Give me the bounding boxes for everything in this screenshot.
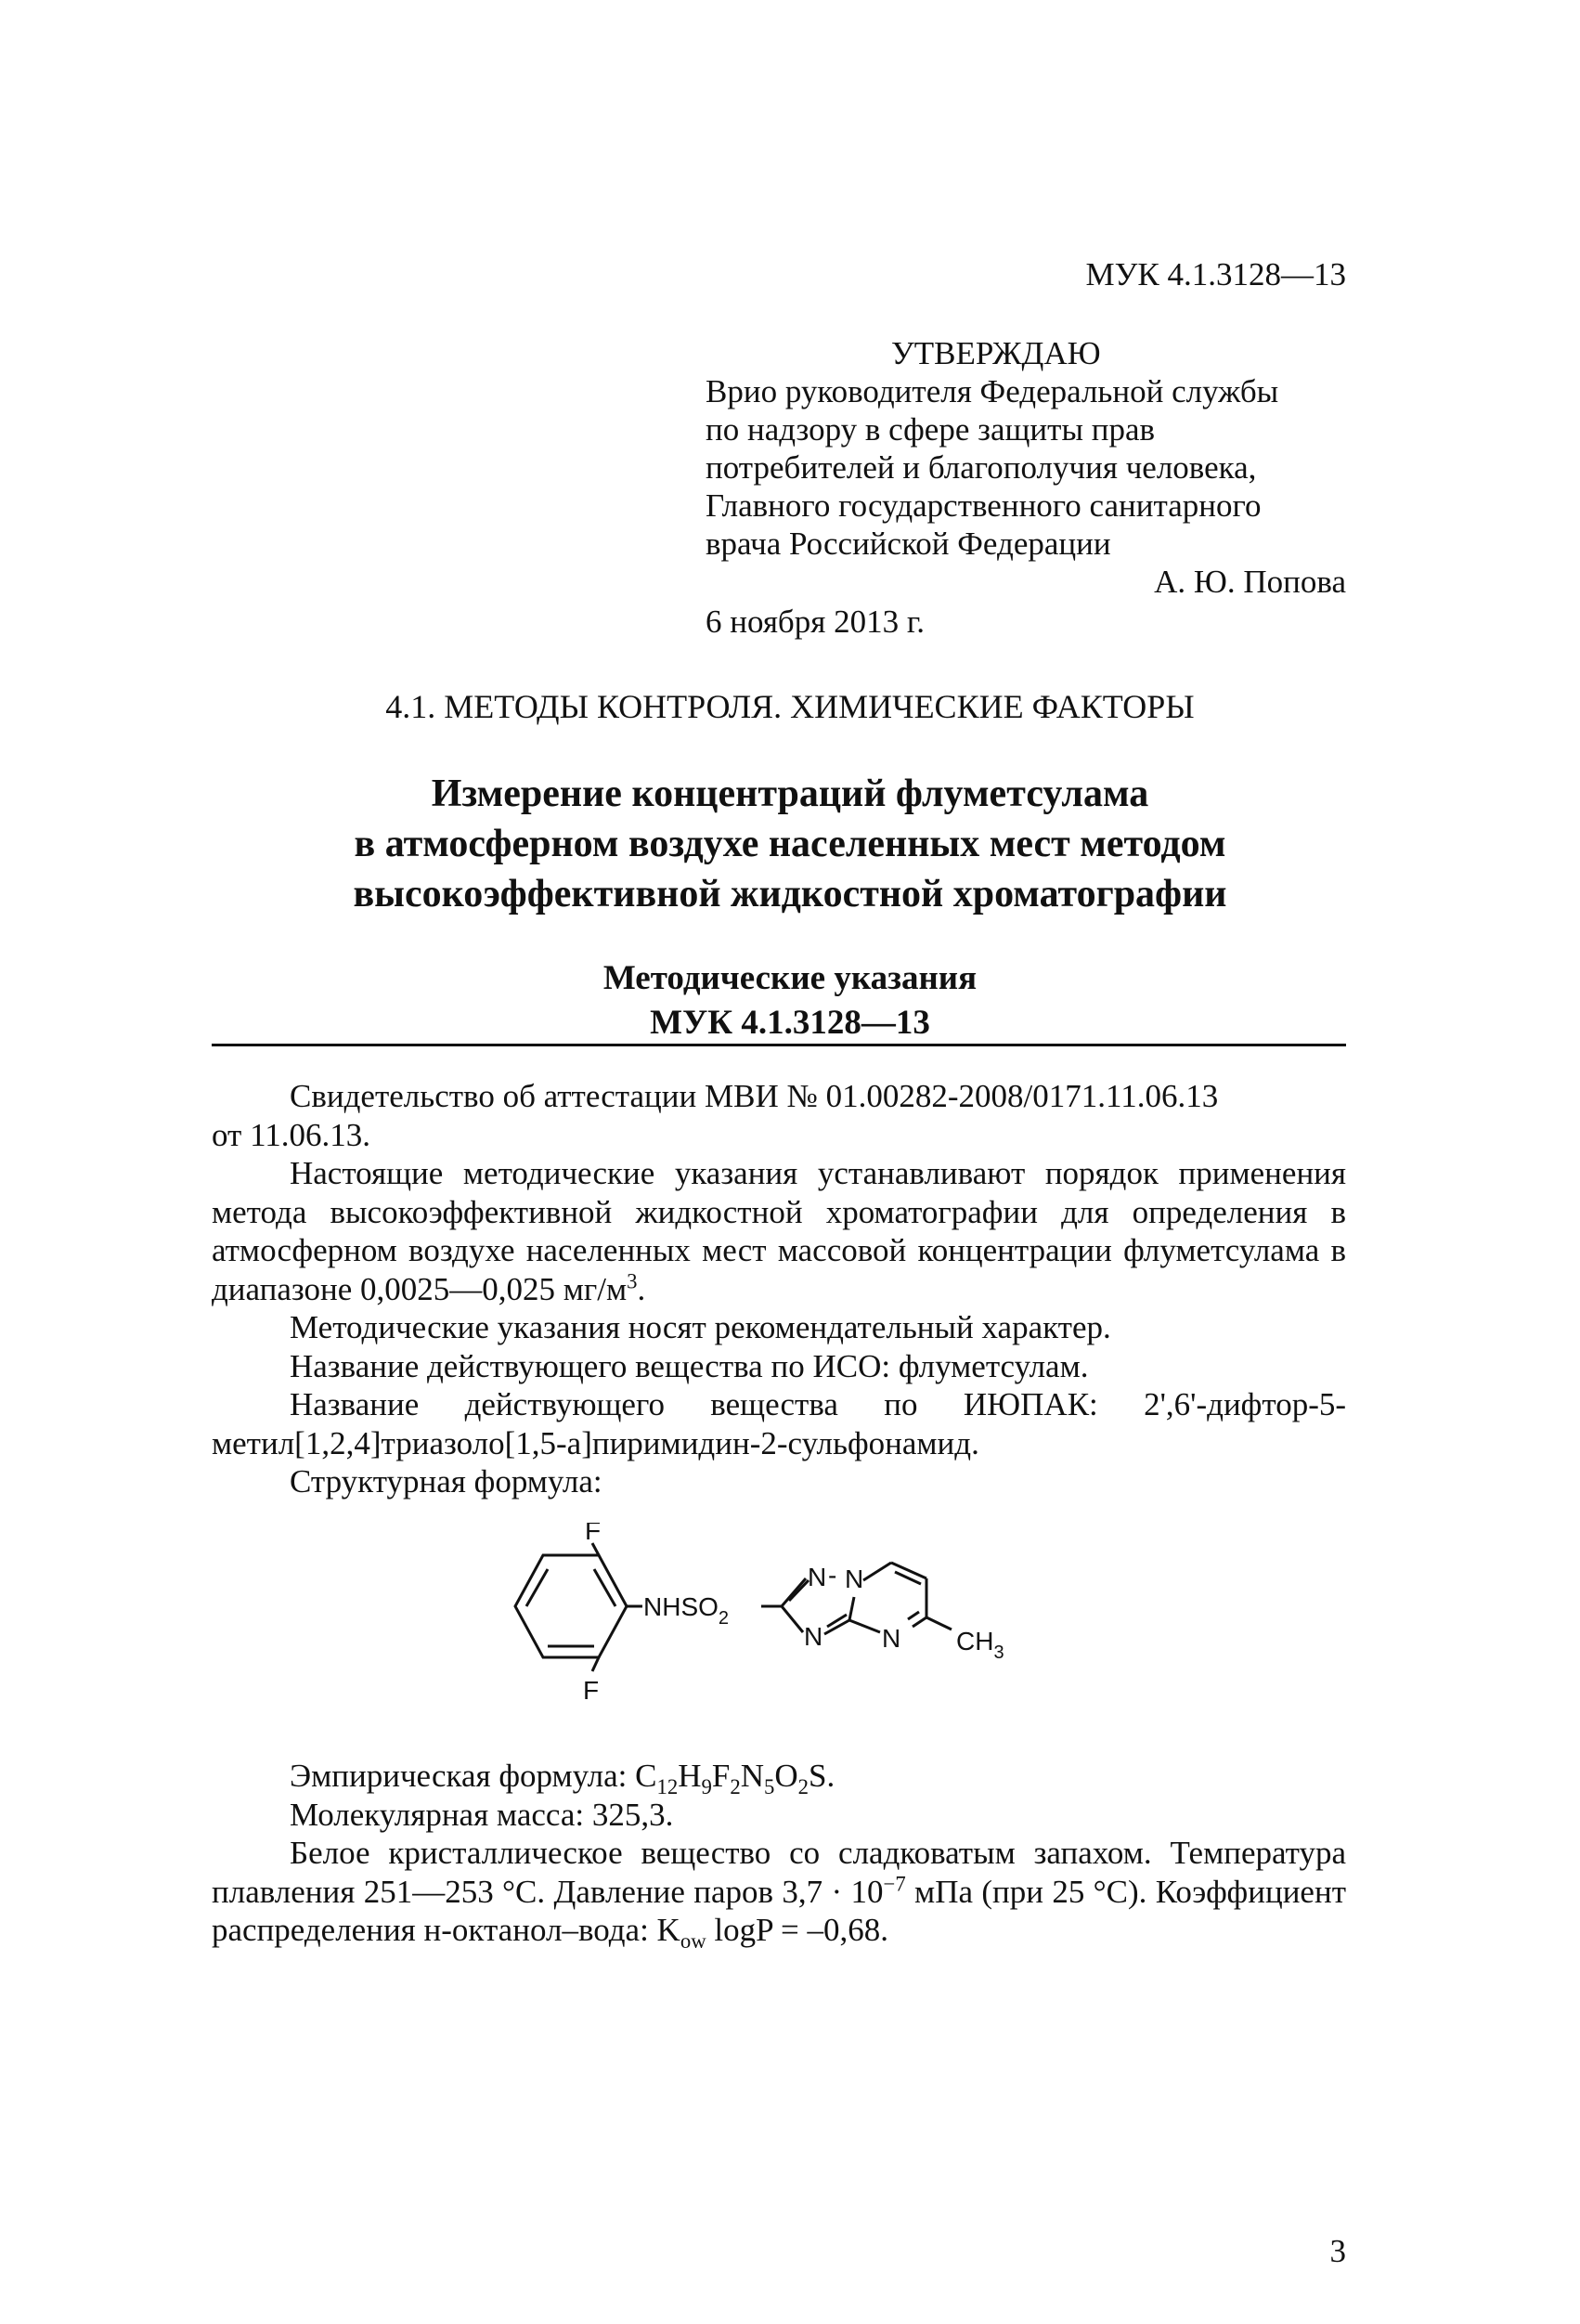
formula-element: S. bbox=[809, 1758, 835, 1794]
empirical-formula-label: Эмпирическая формула: bbox=[290, 1758, 636, 1794]
atom-label-n: N bbox=[882, 1624, 901, 1653]
atom-label-f-bottom: F bbox=[583, 1676, 600, 1705]
bond-line bbox=[926, 1617, 952, 1629]
structural-formula bbox=[483, 1523, 1133, 1746]
title-line: высокоэффективной жидкостной хроматографии bbox=[353, 873, 1227, 915]
subtitle-line: МУК 4.1.3128—13 bbox=[650, 1004, 930, 1042]
empirical-formula bbox=[635, 1758, 835, 1798]
document-title bbox=[0, 769, 1580, 919]
formula-subscript: 12 bbox=[656, 1775, 679, 1798]
structural-formula-drawing bbox=[483, 1523, 1133, 1746]
substance-properties bbox=[212, 1757, 1346, 1953]
atom-label-f-top: F bbox=[585, 1523, 602, 1545]
iso-name-paragraph bbox=[212, 1347, 1346, 1386]
formula-subscript: 2 bbox=[730, 1775, 741, 1798]
bond-dash: - bbox=[828, 1561, 837, 1590]
methyl-subscript: 3 bbox=[993, 1642, 1004, 1663]
description-paragraph bbox=[212, 1834, 1346, 1953]
methyl-text: CH bbox=[956, 1627, 994, 1655]
formula-subscript: 5 bbox=[763, 1775, 775, 1798]
structural-label: Структурная формула: bbox=[290, 1463, 602, 1500]
certificate-text: Свидетельство об аттестации МВИ № 01.00282-2008/0171.11.06.13 bbox=[290, 1078, 1219, 1114]
bond-line bbox=[789, 1580, 809, 1601]
document-subtitle bbox=[0, 956, 1580, 1045]
formula-element: N bbox=[740, 1758, 764, 1794]
iupac-name-paragraph bbox=[212, 1385, 1346, 1462]
atom-label-n: N bbox=[804, 1622, 823, 1651]
bond-line bbox=[908, 1612, 919, 1619]
iso-name-text: Название действующего вещества по ИСО: флуметсулам. bbox=[290, 1347, 1089, 1384]
structural-label-paragraph bbox=[212, 1462, 1346, 1501]
document-body bbox=[212, 1077, 1346, 1501]
approval-line: по надзору в сфере защиты прав bbox=[706, 411, 1156, 448]
page-number: 3 bbox=[1329, 2233, 1346, 2269]
nhso-text: NHSO bbox=[643, 1592, 719, 1621]
bond-line bbox=[849, 1597, 854, 1620]
bond-line bbox=[782, 1578, 806, 1606]
molar-mass-text: Молекулярная масса: 325,3. bbox=[290, 1796, 674, 1833]
formula-element: H bbox=[678, 1758, 702, 1794]
purpose-superscript: 3 bbox=[627, 1268, 638, 1292]
horizontal-rule bbox=[212, 1044, 1346, 1046]
recommend-text: Методические указания носят рекомендательный характер. bbox=[290, 1309, 1111, 1345]
section-heading: 4.1. МЕТОДЫ КОНТРОЛЯ. ХИМИЧЕСКИЕ ФАКТОРЫ bbox=[385, 688, 1195, 725]
recommend-paragraph bbox=[212, 1308, 1346, 1347]
kow-subscript: ow bbox=[680, 1929, 706, 1953]
bond-line bbox=[891, 1563, 926, 1578]
pressure-exponent: −7 bbox=[883, 1871, 906, 1895]
description-text: мПа (при 25 °С). Коэффициент распределения н-октанол–вода: K bbox=[212, 1873, 1346, 1948]
bond-line bbox=[849, 1620, 880, 1632]
approval-line: Главного государственного санитарного bbox=[706, 487, 1262, 524]
certificate-paragraph bbox=[212, 1077, 1346, 1116]
empirical-formula-paragraph bbox=[212, 1757, 1346, 1796]
title-line: в атмосферном воздухе населенных мест методом bbox=[354, 823, 1226, 865]
iupac-name-text: Название действующего вещества по ИЮПАК: 2',6'-дифтор-5-метил[1,2,4]триазоло[1,5-а]пиримидин-2-сульфонамид. bbox=[212, 1386, 1346, 1461]
approval-line: врача Российской Федерации bbox=[706, 526, 1111, 562]
formula-subscript: 2 bbox=[797, 1775, 809, 1798]
certificate-continuation bbox=[212, 1116, 1346, 1155]
ring-double-bond bbox=[526, 1569, 548, 1606]
molar-mass-paragraph bbox=[212, 1796, 1346, 1835]
approval-line: Врио руководителя Федеральной службы bbox=[706, 373, 1279, 409]
description-text: Белое кристаллическое вещество со сладковатым запахом. Температура плавления 251—253 °С. Давление паров 3,7 · 10 bbox=[212, 1835, 1346, 1910]
formula-element: O bbox=[774, 1758, 798, 1794]
bond-line bbox=[592, 1657, 599, 1671]
purpose-end: . bbox=[637, 1270, 646, 1307]
approval-block bbox=[706, 334, 1355, 641]
title-line: Измерение концентраций флуметсулама bbox=[431, 773, 1149, 815]
bond-line bbox=[782, 1606, 803, 1632]
atom-label-methyl bbox=[956, 1627, 1004, 1663]
formula-element: C bbox=[635, 1758, 657, 1794]
benzene-ring bbox=[515, 1555, 627, 1657]
subtitle-line: Методические указания bbox=[602, 959, 978, 997]
formula-element: F bbox=[711, 1758, 731, 1794]
atom-label-n: N bbox=[845, 1564, 864, 1593]
approval-date: 6 ноября 2013 г. bbox=[706, 604, 925, 640]
atom-label-nhso bbox=[643, 1592, 729, 1629]
document-code: МУК 4.1.3128—13 bbox=[1085, 256, 1346, 292]
bond-line bbox=[863, 1563, 891, 1580]
approval-line: потребителей и благополучия человека, bbox=[706, 449, 1257, 486]
ring-double-bond bbox=[594, 1569, 615, 1606]
formula-subscript: 9 bbox=[701, 1775, 712, 1798]
approval-heading: УТВЕРЖДАЮ bbox=[891, 335, 1101, 371]
purpose-text: Настоящие методические указания устанавливают порядок применения метода высокоэффективной жидкостной хроматографии для определения в атмосферном воздухе населенных мест массовой концентрации флуметсулама в диапазоне 0,0025—0,025 мг/м bbox=[212, 1155, 1346, 1307]
purpose-paragraph bbox=[212, 1154, 1346, 1308]
bond-line bbox=[913, 1617, 926, 1627]
certificate-date: от 11.06.13. bbox=[212, 1116, 371, 1153]
approval-signer: А. Ю. Попова bbox=[1154, 564, 1346, 600]
description-text: logP = –0,68. bbox=[706, 1912, 889, 1948]
nhso-subscript: 2 bbox=[718, 1608, 730, 1629]
atom-label-n: N bbox=[808, 1563, 827, 1591]
